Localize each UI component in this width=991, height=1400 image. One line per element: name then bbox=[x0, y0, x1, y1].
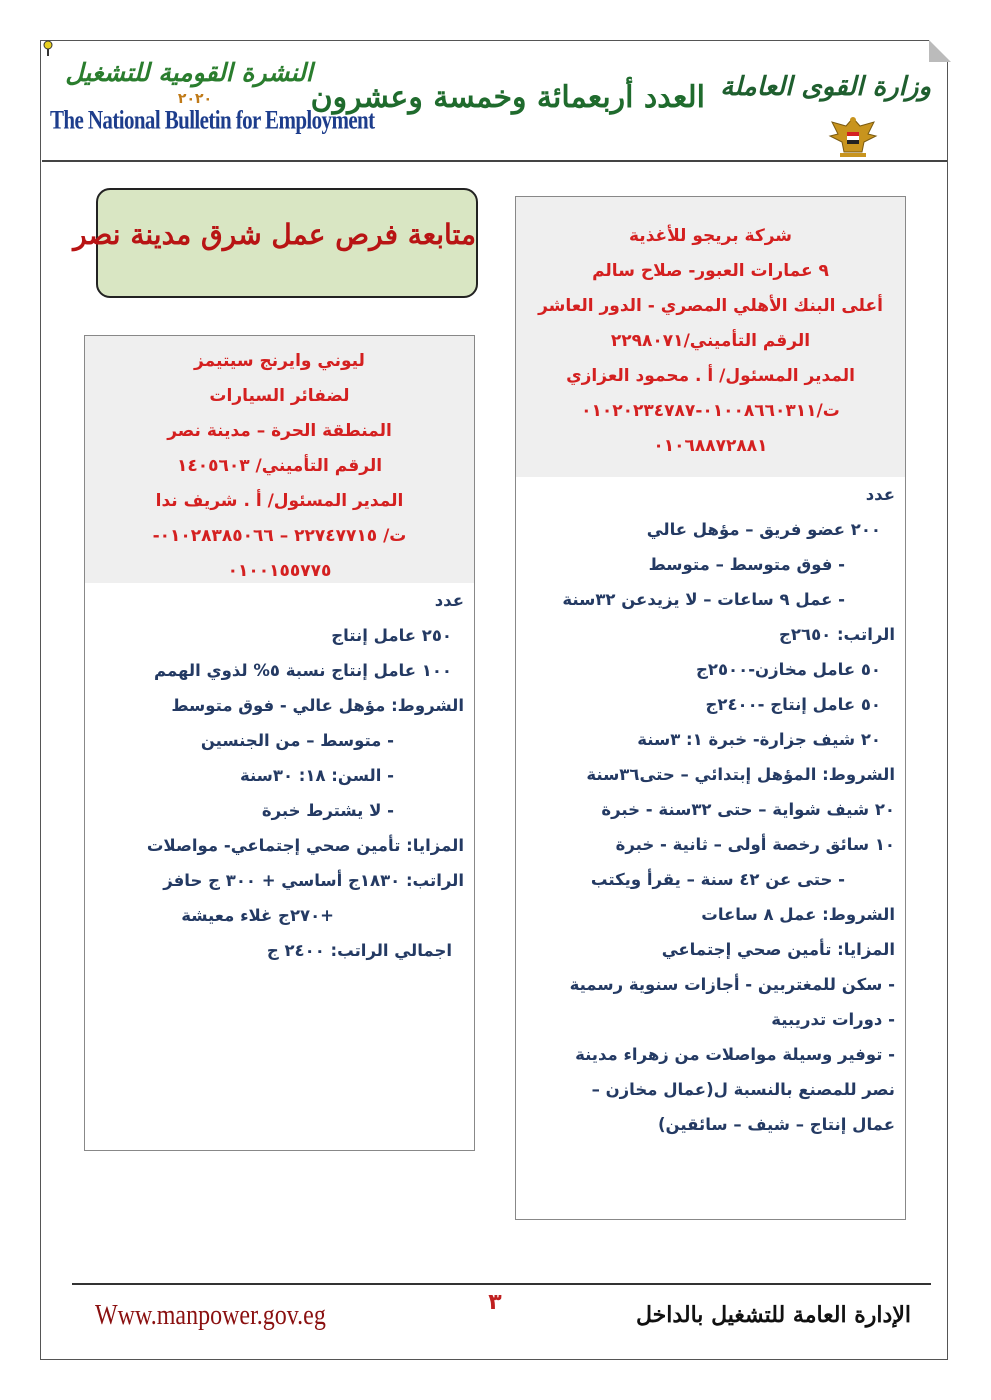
list-item: ٢٠ شيف شواية – حتى ٣٢سنة - خبرة bbox=[601, 800, 895, 819]
list-item: ٢٠ شيف جزارة- خبرة ١: ٣سنة bbox=[637, 730, 881, 749]
list-item: +٢٧٠ج غلاء معيشة bbox=[181, 906, 334, 925]
manager-name: المدير المسئول/ أ . شريف ندا bbox=[155, 491, 404, 511]
list-item: الراتب: ١٨٣٠ج أساسي + ٣٠٠ ج حافز bbox=[163, 871, 464, 890]
company-name: ليوني وايرنج سيتيمز bbox=[194, 351, 365, 371]
bulletin-year: ٢٠٢٠ bbox=[177, 91, 213, 107]
page-number: ٣ bbox=[488, 1290, 502, 1315]
tracking-banner-title: متابعة فرص عمل شرق مدينة نصر bbox=[73, 218, 476, 251]
list-item: اجمالي الراتب: ٢٤٠٠ ج bbox=[266, 941, 452, 960]
tracking-banner bbox=[73, 188, 478, 298]
job-listing-brijo bbox=[515, 196, 906, 1220]
list-item: الشروط: عمل ٨ ساعات bbox=[701, 905, 895, 924]
department-name: الإدارة العامة للتشغيل بالداخل bbox=[635, 1302, 911, 1328]
company-activity: لضفائر السيارات bbox=[209, 386, 350, 406]
header-divider bbox=[42, 160, 947, 162]
list-item: الراتب: ٢٦٥٠ج bbox=[779, 625, 895, 644]
list-item: - عمل ٩ ساعات – لا يزيدعن ٣٢سنة bbox=[562, 590, 845, 609]
phone-numbers-extra: ٠١٠٠١٥٥٧٧٥ bbox=[227, 561, 332, 581]
list-item: الشروط: المؤهل إبتدائي – حتى٣٦سنة bbox=[586, 765, 895, 784]
bulletin-logo-english: The National Bulletin for Employment bbox=[50, 104, 375, 135]
phone-numbers: ت/ ٢٢٧٤٧٧١٥ – ٠١٠٢٨٣٨٥٠٦٦- bbox=[152, 526, 407, 546]
company-address: المنطقة الحرة – مدينة نصر bbox=[167, 421, 392, 441]
list-item: عمال إنتاج – شيف – سائقين) bbox=[658, 1115, 895, 1134]
list-item: ٥٠ عامل مخازن-٢٥٠٠ج bbox=[696, 660, 881, 679]
company-address: ٩ عمارات العبور- صلاح سالم bbox=[592, 261, 829, 281]
list-item: - توفير وسيلة مواصلات من زهراء مدينة bbox=[575, 1045, 895, 1064]
job-listing-leoni bbox=[84, 335, 475, 1151]
ministry-name: وزارة القوى العاملة bbox=[720, 72, 931, 102]
list-item: - متوسط – من الجنسين bbox=[200, 731, 394, 750]
list-item: المزايا: تأمين صحي إجتماعي bbox=[661, 940, 895, 959]
company-info bbox=[85, 336, 474, 583]
list-item: عدد bbox=[865, 485, 895, 504]
bulletin-logo-arabic: النشرة القومية للتشغيل bbox=[65, 58, 313, 87]
list-item: الشروط: مؤهل عالي - فوق متوسط bbox=[171, 696, 464, 715]
list-item: - فوق متوسط – متوسط bbox=[648, 555, 845, 574]
list-item: - دورات تدريبية bbox=[771, 1010, 895, 1029]
page-curl bbox=[929, 40, 951, 62]
pin-icon bbox=[42, 40, 54, 58]
website-link[interactable]: Www.manpower.gov.eg bbox=[95, 1300, 326, 1332]
list-item: المزايا: تأمين صحي إجتماعي- مواصلات bbox=[146, 836, 464, 855]
insurance-number: الرقم التأميني/ ١٤٠٥٦٠٣ bbox=[176, 456, 383, 476]
list-item: - حتى عن ٤٢ سنة – يقرأ ويكتب bbox=[590, 870, 845, 889]
issue-title: العدد أربعمائة وخمسة وعشرون bbox=[310, 80, 705, 115]
job-details bbox=[85, 583, 474, 968]
list-item: - سكن للمغتربين - أجازات سنوية رسمية bbox=[569, 975, 895, 994]
job-details bbox=[516, 477, 905, 1142]
company-address-detail: أعلى البنك الأهلي المصري - الدور العاشر bbox=[538, 296, 883, 316]
list-item: ٢٠٠ عضو فريق – مؤهل عالي bbox=[646, 520, 881, 539]
company-name: شركة بريجو للأغذية bbox=[629, 226, 792, 246]
list-item: عدد bbox=[434, 591, 464, 610]
insurance-number: الرقم التأميني/٢٢٩٨٠٧١ bbox=[610, 331, 811, 351]
list-item: ٢٥٠ عامل إنتاج bbox=[331, 626, 452, 645]
list-item: - لا يشترط خبرة bbox=[261, 801, 394, 820]
egypt-eagle-icon bbox=[826, 112, 880, 160]
list-item: ١٠٠ عامل إنتاج نسبة ٥% لذوي الهمم bbox=[154, 661, 452, 680]
phone-numbers-extra: ٠١٠٦٨٨٧٢٨٨١ bbox=[653, 436, 768, 456]
list-item: نصر للمصنع بالنسبة ل(عمال مخازن – bbox=[591, 1080, 895, 1099]
phone-numbers: ت/٠١٠٠٨٦٦٠٣١١-٠١٠٢٠٢٣٤٧٨٧ bbox=[581, 401, 840, 421]
list-item: ١٠ سائق رخصة أولى – ثانية - خبرة bbox=[615, 835, 895, 854]
company-info bbox=[516, 197, 905, 477]
footer-divider bbox=[72, 1283, 931, 1285]
list-item: ٥٠ عامل إنتاج -٢٤٠٠ج bbox=[705, 695, 881, 714]
manager-name: المدير المسئول/ أ . محمود العزازي bbox=[566, 366, 855, 386]
list-item: - السن: ١٨: ٣٠سنة bbox=[239, 766, 394, 785]
